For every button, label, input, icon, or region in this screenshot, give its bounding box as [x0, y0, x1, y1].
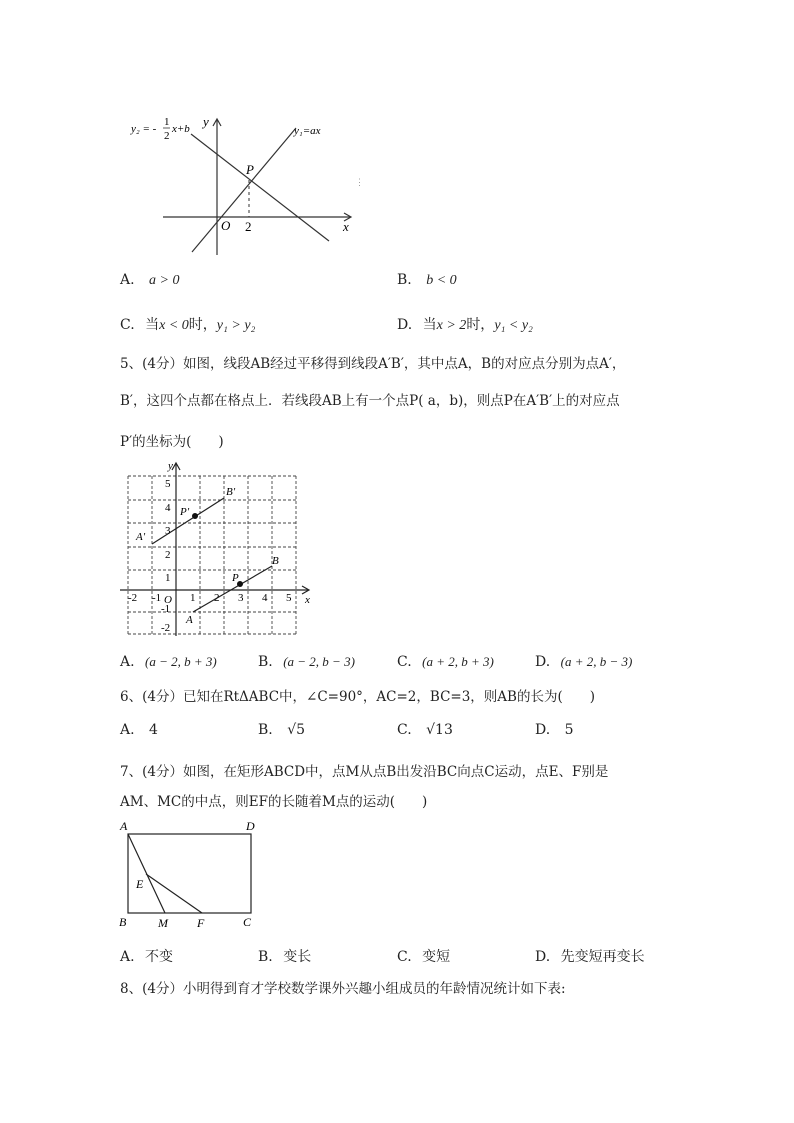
svg-text:-2: -2: [128, 592, 138, 604]
q4-option-c-letter: C.: [120, 317, 135, 333]
q7-option-d-letter: D.: [535, 949, 551, 965]
svg-text:3: 3: [165, 525, 171, 537]
line-y2: [191, 134, 329, 241]
q5-option-b[interactable]: [258, 654, 355, 670]
label-e: E: [136, 877, 144, 891]
segment-a-prime-b-prime: [152, 498, 224, 544]
svg-text:1: 1: [165, 572, 171, 584]
y2-label: y₂ = -: [131, 123, 157, 135]
x-axis-label: x: [343, 219, 349, 234]
q7-option-a[interactable]: [120, 946, 173, 966]
q5-option-d[interactable]: [535, 654, 632, 670]
stray-mark: ⋮: [355, 178, 364, 188]
grid-origin-label: O: [164, 594, 172, 606]
q6-option-d[interactable]: [535, 722, 574, 738]
q7-line-1: 7、(4分）如图，在矩形ABCD中，点M从点B出发沿BC向点C运动，点E、F别是: [120, 764, 609, 780]
q6-option-a-letter: A.: [120, 722, 135, 738]
rectangle-figure: [114, 818, 264, 936]
label-c: C: [243, 915, 252, 929]
label-a-prime: A′: [136, 531, 146, 543]
q4-option-b-letter: B.: [397, 272, 412, 288]
q7-option-b[interactable]: [258, 946, 311, 966]
q5-option-d-expr: (a + 2, b − 3): [560, 654, 633, 669]
grid-x-label: x: [305, 594, 310, 606]
q7-option-a-letter: A.: [120, 949, 135, 965]
label-a: A: [186, 614, 193, 626]
svg-text:-1: -1: [152, 592, 162, 604]
grid-lines: [128, 476, 296, 634]
q7-option-d[interactable]: [535, 946, 645, 966]
q4-option-c[interactable]: [120, 314, 255, 334]
label-p-prime: P′: [180, 506, 190, 518]
q6-option-b-letter: B.: [258, 722, 273, 738]
label-f: F: [197, 916, 205, 930]
q4-option-c-expr: y₁ > y₂: [216, 318, 256, 333]
grid-y-label: y: [168, 460, 173, 472]
q6-option-d-expr: 5: [564, 722, 574, 738]
q5-option-a-letter: A.: [120, 654, 135, 670]
y2-frac-num: 1: [164, 116, 170, 128]
q4-option-b[interactable]: [397, 272, 457, 289]
q6-option-c-expr: √13: [426, 722, 453, 738]
q4-option-a[interactable]: [120, 272, 179, 289]
q4-option-c-cond: x < 0: [159, 318, 189, 333]
segment-am: [128, 834, 165, 913]
q4-option-c-mid: 时，: [188, 317, 217, 333]
svg-text:5: 5: [286, 592, 292, 604]
y-axis-label: y: [203, 114, 209, 129]
q5-option-a[interactable]: [120, 654, 217, 670]
q6-option-c[interactable]: [397, 722, 453, 738]
q5-option-d-letter: D.: [535, 654, 551, 670]
svg-text:-1: -1: [161, 603, 171, 615]
q5-option-b-expr: (a − 2, b − 3): [283, 654, 355, 669]
q4-option-d-mid: 时，: [466, 317, 495, 333]
q7-option-a-expr: 不变: [145, 949, 174, 965]
label-p: P: [232, 572, 239, 584]
svg-text:4: 4: [165, 502, 171, 514]
svg-text:3: 3: [238, 592, 244, 604]
q8-stem: 8、(4分）小明得到育才学校数学课外兴趣小组成员的年龄情况统计如下表:: [120, 981, 566, 997]
y2-frac-den: 2: [164, 130, 170, 142]
rect-svg: [114, 818, 264, 936]
label-d: D: [246, 819, 255, 833]
q5-option-c-expr: (a + 2, b + 3): [422, 654, 494, 669]
q5-option-c-letter: C.: [397, 654, 412, 670]
q7-option-c[interactable]: [397, 946, 450, 966]
label-a: A: [120, 819, 128, 833]
q5-line-3: P′的坐标为( ): [120, 434, 224, 450]
label-b: B: [119, 915, 127, 929]
q6-option-c-letter: C.: [397, 722, 412, 738]
q4-option-d-cond: x > 2: [436, 318, 467, 333]
q5-line-2: B′，这四个点都在格点上．若线段AB上有一个点P( a，b)，则点P在A′B′上的对应点: [120, 393, 620, 409]
label-b: B: [272, 555, 279, 567]
y2-rest: x+b: [172, 123, 190, 135]
q6-option-a-expr: 4: [149, 722, 158, 738]
q7-line-2: AM、MC的中点，则EF的长随着M点的运动( ): [120, 794, 428, 810]
y-tick-labels: [161, 478, 171, 634]
q4-option-a-expr: a > 0: [149, 273, 180, 288]
y1-label: y₁=ax: [294, 125, 321, 137]
q5-option-a-expr: (a − 2, b + 3): [145, 654, 217, 669]
grid-svg: [118, 460, 318, 638]
q4-option-d[interactable]: [397, 314, 533, 334]
q4-option-a-letter: A.: [120, 272, 135, 288]
svg-text:2: 2: [165, 549, 171, 561]
q5-line-1: 5、(4分）如图，线段AB经过平移得到线段A′B′，其中点A，B的对应点分别为点A′，: [120, 356, 626, 372]
svg-text:1: 1: [190, 592, 196, 604]
q5-option-c[interactable]: [397, 654, 494, 670]
q6-option-a[interactable]: [120, 722, 158, 738]
q7-option-b-expr: 变长: [283, 949, 312, 965]
q4-option-c-pre: 当: [145, 317, 160, 333]
linear-functions-graph: [128, 110, 368, 260]
q7-option-b-letter: B.: [258, 949, 273, 965]
q5-option-b-letter: B.: [258, 654, 273, 670]
q7-option-d-expr: 先变短再变长: [560, 949, 645, 965]
point-p-prime: [192, 513, 198, 519]
origin-label: O: [221, 218, 231, 233]
graph1-svg: [128, 110, 368, 260]
label-b-prime: B′: [226, 486, 236, 498]
q7-option-c-expr: 变短: [422, 949, 451, 965]
translation-grid-graph: [118, 460, 318, 638]
segment-ef: [146, 874, 202, 913]
svg-text:4: 4: [262, 592, 268, 604]
q7-option-c-letter: C.: [397, 949, 412, 965]
svg-text:2: 2: [214, 592, 220, 604]
q4-option-d-expr: y₁ < y₂: [494, 318, 533, 333]
svg-text:5: 5: [165, 478, 171, 490]
q6-option-b-expr: √5: [287, 722, 306, 738]
q6-stem: 6、(4分）已知在RtΔABC中，∠C=90°，AC=2，BC=3，则AB的长为( ): [120, 689, 595, 705]
q4-option-d-letter: D.: [397, 317, 413, 333]
q6-option-d-letter: D.: [535, 722, 551, 738]
q4-option-b-expr: b < 0: [426, 273, 457, 288]
label-m: M: [158, 916, 168, 930]
tick-2: 2: [245, 219, 252, 234]
q4-option-d-pre: 当: [422, 317, 437, 333]
svg-text:-2: -2: [161, 622, 171, 634]
point-p-label: P: [246, 162, 254, 177]
q6-option-b[interactable]: [258, 722, 305, 738]
